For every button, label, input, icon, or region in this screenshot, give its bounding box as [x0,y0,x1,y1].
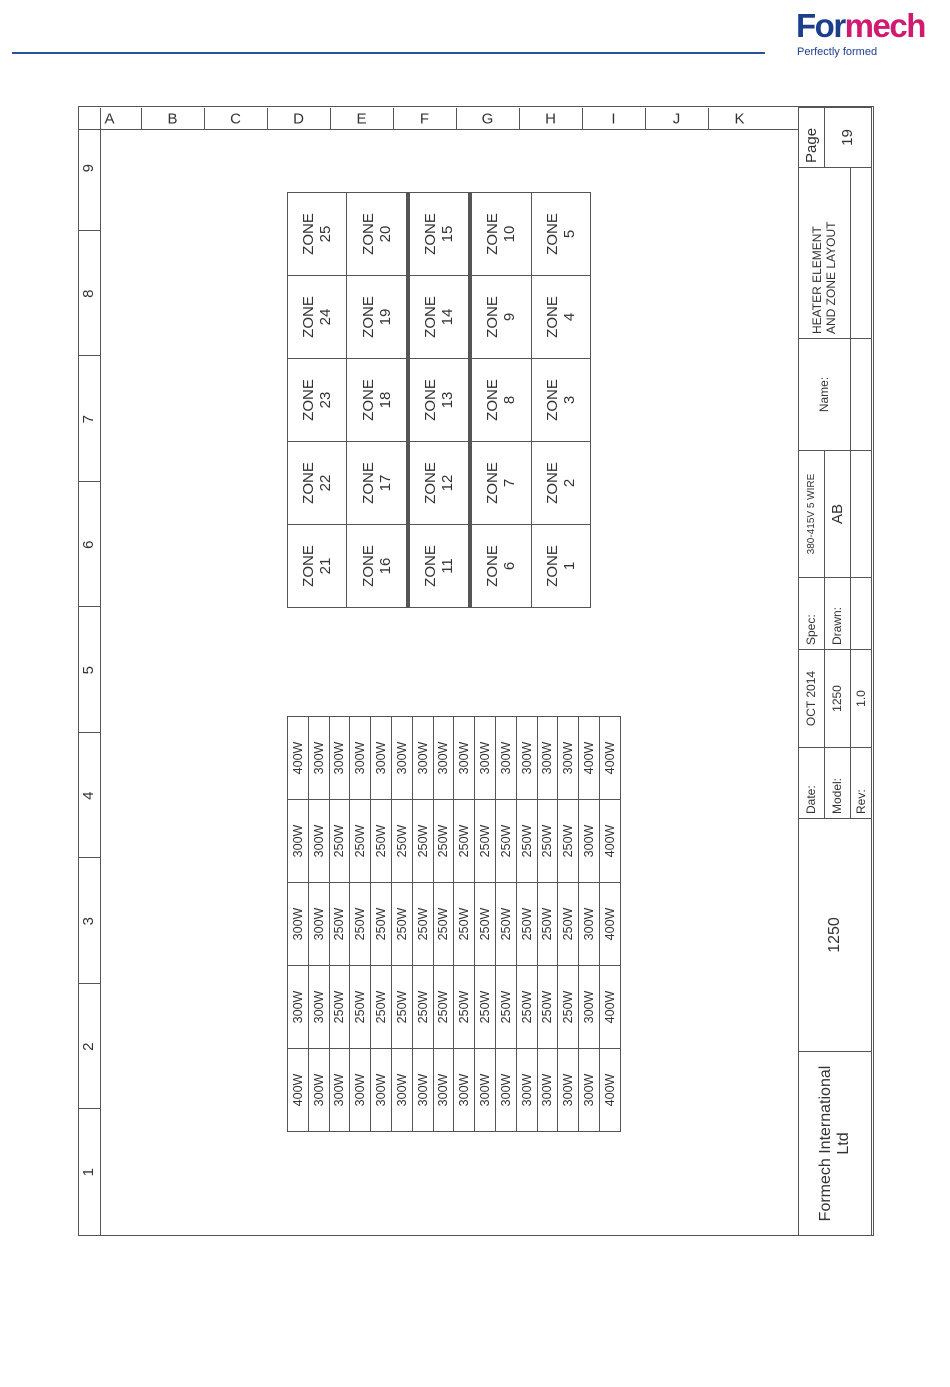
zone-word: ZONE [300,545,318,587]
zone-number: 14 [438,308,456,326]
wattage-cell: 250W [371,800,392,883]
wattage-row [371,717,392,1132]
drawn-value: AB [824,451,850,578]
logo-tagline: Perfectly formed [797,46,878,58]
row-tick [708,108,709,130]
wattage-cell: 300W [516,1049,537,1132]
zone-number: 12 [438,474,456,492]
zone-number: 2 [560,478,578,488]
zone-number: 18 [376,391,394,409]
wattage-row [454,717,475,1132]
logo-wordmark-part2: mech [844,7,925,44]
wattage-cell: 300W [537,1049,558,1132]
wattage-cell: 400W [579,717,600,800]
wattage-cell: 300W [288,966,309,1049]
zone-number: 15 [438,225,456,243]
wattage-row [599,717,620,1132]
wattage-cell: 300W [433,1049,454,1132]
wattage-cell: 250W [516,883,537,966]
wattage-cell: 300W [350,717,371,800]
wattage-cell: 250W [391,883,412,966]
wattage-cell: 300W [516,717,537,800]
company-name: Formech International Ltd [799,1052,872,1236]
wattage-cell: 250W [558,966,579,1049]
zone-cell [470,276,531,359]
wattage-cell: 300W [495,717,516,800]
name-label: Name: [799,339,851,451]
zone-number: 17 [376,474,394,492]
wattage-cell: 250W [558,883,579,966]
wattage-cell: 300W [371,1049,392,1132]
wattage-row [516,717,537,1132]
zone-cell [347,525,408,608]
wattage-cell: 300W [308,966,329,1049]
wattage-cell: 300W [579,966,600,1049]
row-label: C [230,110,241,128]
wattage-cell: 300W [288,800,309,883]
column-label: 2 [80,1042,97,1051]
wattage-cell: 250W [537,800,558,883]
wattage-cell: 300W [412,1049,433,1132]
date-value: OCT 2014 [799,650,825,748]
zone-row [408,193,470,608]
row-label: I [611,110,616,128]
wattage-cell: 250W [495,800,516,883]
wattage-cell: 250W [433,883,454,966]
zone-cell [470,525,531,608]
wattage-cell: 250W [475,883,496,966]
wattage-row [558,717,579,1132]
zone-word: ZONE [421,379,439,421]
zone-cell [408,525,470,608]
row-label: A [104,110,115,128]
wattage-row [350,717,371,1132]
row-label: G [481,110,494,128]
wattage-cell: 300W [475,1049,496,1132]
zone-number: 1 [560,561,578,571]
zone-number: 19 [376,308,394,326]
wattage-cell: 300W [454,1049,475,1132]
wattage-row [288,717,309,1132]
wattage-cell: 250W [329,883,350,966]
wattage-row [412,717,433,1132]
page-label: Page [799,108,825,168]
zone-number: 4 [560,312,578,322]
wattage-cell: 300W [495,1049,516,1132]
zone-cell [531,525,590,608]
drawing-sheet [78,106,874,1236]
zone-number: 21 [317,557,335,575]
wattage-cell: 300W [350,1049,371,1132]
zone-word: ZONE [359,213,377,255]
zone-word: ZONE [484,545,502,587]
row-label: F [419,110,430,128]
wattage-cell: 400W [288,1049,309,1132]
model-value: 1250 [824,650,850,748]
column-label: 3 [80,917,97,926]
zone-word: ZONE [543,462,561,504]
zone-word: ZONE [421,462,439,504]
zone-number: 3 [560,395,578,405]
row-tick [582,108,583,130]
column-label: 4 [80,791,97,800]
zone-cell [531,276,590,359]
row-label: J [672,110,681,128]
wattage-cell: 300W [412,717,433,800]
zone-word: ZONE [543,296,561,338]
zone-number: 10 [501,225,519,243]
wattage-cell: 300W [308,1049,329,1132]
zone-cell [408,276,470,359]
row-tick [519,108,520,130]
wattage-cell: 250W [391,800,412,883]
title-block [798,108,872,1236]
row-tick [456,108,457,130]
wattage-cell: 250W [350,800,371,883]
wattage-row [329,717,350,1132]
zone-cell [288,193,347,276]
zone-number: 25 [317,225,335,243]
zone-cell [347,276,408,359]
row-label: E [356,110,367,128]
formech-logo [796,8,941,56]
drawing-title-line2: AND ZONE LAYOUT [824,221,839,334]
model-number-large: 1250 [799,819,872,1052]
date-label: Date: [799,748,825,819]
zone-word: ZONE [359,462,377,504]
wattage-cell: 400W [599,1049,620,1132]
wattage-cell: 300W [579,1049,600,1132]
wattage-cell: 300W [537,717,558,800]
wattage-cell: 300W [558,717,579,800]
zone-cell [347,442,408,525]
zone-cell [470,442,531,525]
zone-cell [347,193,408,276]
drawing-title-line1: HEATER ELEMENT [810,226,825,334]
wattage-cell: 400W [288,717,309,800]
zone-word: ZONE [359,379,377,421]
column-label: 7 [80,415,97,424]
wattage-cell: 300W [329,1049,350,1132]
zone-number: 22 [317,474,335,492]
title-block-empty-cell [850,451,872,578]
wattage-cell: 250W [537,883,558,966]
column-label: 5 [80,666,97,675]
zone-cell [470,193,531,276]
wattage-cell: 300W [329,717,350,800]
wattage-cell: 250W [495,883,516,966]
zone-number: 24 [317,308,335,326]
zone-word: ZONE [484,462,502,504]
zone-cell [288,442,347,525]
drawn-label: Drawn: [824,578,850,650]
row-label: B [167,110,178,128]
zone-word: ZONE [300,213,318,255]
wattage-cell: 250W [350,966,371,1049]
zone-word: ZONE [484,213,502,255]
wattage-cell: 250W [433,800,454,883]
wattage-cell: 300W [308,883,329,966]
wattage-cell: 250W [433,966,454,1049]
wattage-cell: 300W [288,883,309,966]
wattage-cell: 250W [329,800,350,883]
wattage-cell: 250W [371,883,392,966]
wattage-cell: 250W [537,966,558,1049]
zone-cell [347,359,408,442]
zone-word: ZONE [421,213,439,255]
row-tick [204,108,205,130]
wattage-row [579,717,600,1132]
row-label: D [293,110,304,128]
zone-number: 20 [376,225,394,243]
wattage-cell: 250W [412,800,433,883]
row-tick [330,108,331,130]
model-label: Model: [824,748,850,819]
row-tick [393,108,394,130]
wattage-cell: 400W [599,800,620,883]
row-tick [141,108,142,130]
zone-number: 13 [438,391,456,409]
zone-word: ZONE [300,296,318,338]
wattage-cell: 250W [391,966,412,1049]
zone-word: ZONE [421,296,439,338]
column-label: 1 [80,1168,97,1177]
wattage-cell: 300W [579,883,600,966]
wattage-row [495,717,516,1132]
zone-cell [470,359,531,442]
wattage-cell: 300W [475,717,496,800]
wattage-cell: 400W [599,717,620,800]
zone-number: 23 [317,391,335,409]
zone-cell [288,276,347,359]
rev-value: 1.0 [850,650,872,748]
zone-word: ZONE [300,462,318,504]
zone-row [531,193,590,608]
wattage-cell: 300W [433,717,454,800]
column-label: 9 [80,164,97,173]
wattage-row [391,717,412,1132]
wattage-cell: 300W [558,1049,579,1132]
row-tick [645,108,646,130]
wattage-cell: 400W [599,966,620,1049]
zone-cell [408,359,470,442]
wattage-cell: 300W [308,800,329,883]
zone-word: ZONE [484,379,502,421]
wattage-cell: 250W [454,966,475,1049]
spec-label: Spec: [799,578,825,650]
zone-cell [288,525,347,608]
zone-word: ZONE [359,296,377,338]
wattage-row [537,717,558,1132]
wattage-row [433,717,454,1132]
zone-cell [531,442,590,525]
zone-number: 7 [501,478,519,488]
wattage-cell: 300W [579,800,600,883]
wattage-cell: 250W [329,966,350,1049]
heater-wattage-table [287,716,621,1132]
wattage-cell: 300W [391,1049,412,1132]
zone-cell [288,359,347,442]
wattage-row [475,717,496,1132]
zone-cell [408,193,470,276]
zone-cell [531,359,590,442]
zone-number: 5 [560,229,578,239]
wattage-cell: 250W [475,800,496,883]
zone-number: 6 [501,561,519,571]
zone-row [347,193,408,608]
zone-word: ZONE [543,545,561,587]
row-label: K [734,110,745,128]
zone-row [470,193,531,608]
zone-cell [531,193,590,276]
wattage-cell: 300W [391,717,412,800]
wattage-cell: 250W [516,800,537,883]
zone-number: 11 [438,558,456,574]
zone-word: ZONE [484,296,502,338]
column-label: 8 [80,289,97,298]
title-block-empty-cell [850,339,872,451]
zone-word: ZONE [543,379,561,421]
zone-row [288,193,347,608]
row-label: H [545,110,556,128]
wattage-cell: 300W [454,717,475,800]
wattage-cell: 300W [371,717,392,800]
wattage-cell: 250W [371,966,392,1049]
spec-value: 380-415V 5 WIRE [799,451,825,578]
wattage-cell: 300W [308,717,329,800]
title-block-empty-cell [850,578,872,650]
wattage-cell: 250W [454,800,475,883]
row-strip-line [78,129,798,130]
zone-number: 9 [501,312,519,322]
wattage-row [308,717,329,1132]
zone-word: ZONE [421,545,439,587]
wattage-cell: 250W [516,966,537,1049]
wattage-cell: 250W [558,800,579,883]
wattage-cell: 250W [454,883,475,966]
wattage-cell: 400W [599,883,620,966]
drawing-title [799,168,851,339]
rev-label: Rev: [850,748,872,819]
zone-word: ZONE [300,379,318,421]
logo-wordmark [796,8,925,44]
column-label: 6 [80,540,97,549]
wattage-cell: 250W [495,966,516,1049]
zone-word: ZONE [543,213,561,255]
wattage-cell: 250W [475,966,496,1049]
column-strip-line [100,108,101,1236]
zone-word: ZONE [359,545,377,587]
page-number: 19 [824,108,871,168]
row-tick [267,108,268,130]
title-block-empty-cell [850,168,872,339]
zone-number: 16 [376,557,394,575]
header-rule [12,52,765,54]
zone-number: 8 [501,395,519,405]
wattage-cell: 250W [350,883,371,966]
zone-layout-table [287,192,591,608]
logo-wordmark-part1: For [796,7,845,44]
wattage-cell: 250W [412,966,433,1049]
wattage-cell: 250W [412,883,433,966]
zone-cell [408,442,470,525]
